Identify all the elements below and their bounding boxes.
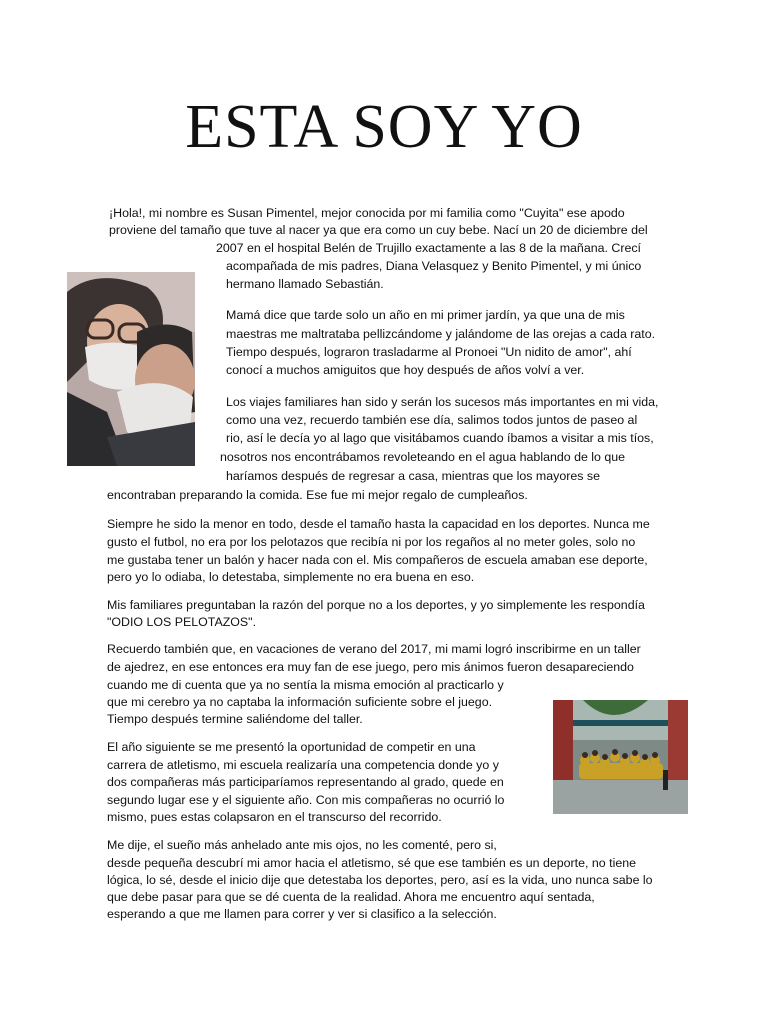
text-line: carrera de atletismo, mi escuela realizaría una competencia donde yo y: [107, 758, 499, 772]
text-line: Tiempo después, lograron trasladarme al Pronoei "Un nidito de amor", ahí: [226, 345, 632, 359]
page-title: ESTA SOY YO: [185, 93, 583, 161]
text-line: ¡Hola!, mi nombre es Susan Pimentel, mejor conocida por mi familia como "Cuyita" ese apodo: [109, 206, 625, 220]
text-line: como una vez, recuerdo también ese día, salimos todos juntos de paseo al: [226, 413, 638, 427]
text-line: Recuerdo también que, en vacaciones de verano del 2017, mi mami logró inscribirme en un taller: [107, 642, 641, 656]
text-line: nosotros nos encontrábamos revoleteando en el agua hablando de lo que: [220, 450, 626, 464]
selfie-photo: [67, 272, 195, 466]
text-line: Mamá dice que tarde solo un año en mi primer jardín, ya que una de mis: [226, 308, 625, 322]
text-line: lógica, lo sé, desde el inicio dije que detestaba los deportes, pero, así es la vida, uno nunca sabe lo: [107, 873, 653, 887]
text-line: rio, así le decía yo al lago que visitábamos cuando íbamos a visitar a mis tíos,: [226, 431, 654, 445]
text-line: El año siguiente se me presentó la oportunidad de competir en una: [107, 740, 476, 754]
text-line: haríamos después de regresar a casa, mientras que los mayores se: [226, 469, 600, 483]
text-line: Siempre he sido la menor en todo, desde el tamaño hasta la capacidad en los deportes. Nunca me: [107, 517, 650, 531]
text-line: 2007 en el hospital Belén de Trujillo exactamente a las 8 de la mañana. Crecí: [216, 241, 641, 255]
text-line: maestras me maltrataba pellizcándome y jalándome de las orejas a cada rato.: [226, 327, 656, 341]
text-line: Tiempo después termine saliéndome del taller.: [107, 712, 363, 726]
text-line: conocí a muchos amiguitos que hoy después de años volví a ver.: [226, 363, 585, 377]
text-line: Mis familiares preguntaban la razón del porque no a los deportes, y yo simplemente les respondía: [107, 598, 645, 612]
text-line: que debe pasar para que se dé cuenta de la realidad. Ahora me encuentro aquí sentada,: [107, 890, 595, 904]
text-line: que mi cerebro ya no captaba la información suficiente sobre el juego.: [107, 695, 493, 709]
text-line: Me dije, el sueño más anhelado ante mis ojos, no les comenté, pero si,: [107, 838, 497, 852]
text-line: me gustaba tener un balón y hacer nada con el. Mis compañeros de escuela amaban ese deporte,: [107, 553, 648, 567]
text-line: mismo, pues estas colapsaron en el transcurso del recorrido.: [107, 810, 442, 824]
text-line: cuando me di cuenta que ya no sentía la misma emoción al practicarlo y: [107, 678, 504, 692]
text-line: desde pequeña descubrí mi amor hacia el atletismo, sé que ese también es un deporte, no tiene: [107, 856, 636, 870]
text-line: segundo lugar ese y el siguiente año. Con mis compañeras no ocurrió lo: [107, 793, 505, 807]
text-line: Los viajes familiares han sido y serán los sucesos más importantes en mi vida,: [226, 395, 659, 409]
text-line: gusto el futbol, no era por los pelotazos que recibía ni por los regaños al no meter goles, solo no: [107, 535, 636, 549]
school-group-photo: [553, 700, 688, 814]
text-line: hermano llamado Sebastián.: [226, 277, 384, 291]
text-line: encontraban preparando la comida. Ese fue mi mejor regalo de cumpleaños.: [107, 488, 528, 502]
text-line: de ajedrez, en ese entonces era muy fan de ese juego, pero mis ánimos fueron desapareciendo: [107, 660, 634, 674]
text-line: "ODIO LOS PELOTAZOS".: [107, 615, 257, 629]
text-line: proviene del tamaño que tuve al nacer ya que era como un cuy bebe. Nací un 20 de diciembre del: [109, 223, 648, 237]
text-line: acompañada de mis padres, Diana Velasquez y Benito Pimentel, y mi único: [226, 259, 642, 273]
text-line: esperando a que me llamen para correr y ver si clasifico a la selección.: [107, 907, 497, 921]
text-line: pero yo lo odiaba, lo detestaba, simplemente no era buena en eso.: [107, 570, 475, 584]
text-line: dos compañeras más participaríamos representando al grado, quede en: [107, 775, 504, 789]
